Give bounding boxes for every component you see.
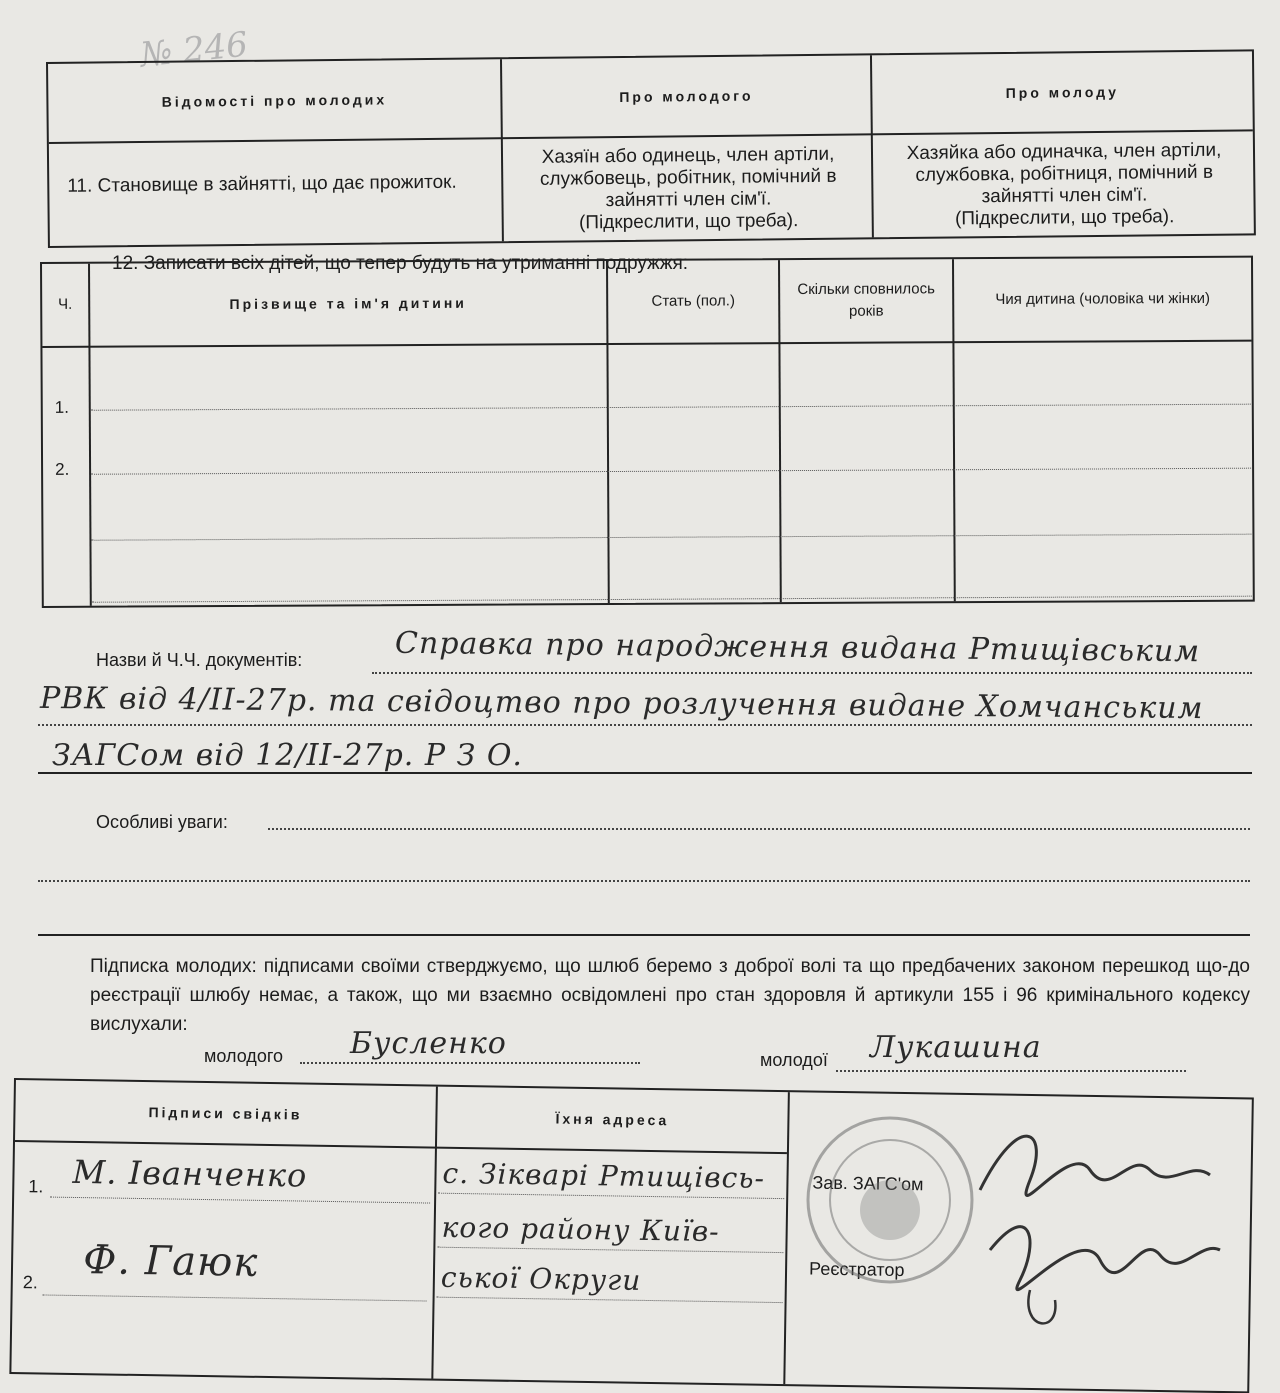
witness-1-number: 1. (28, 1176, 44, 1197)
row-number-1: 1. (54, 397, 69, 417)
official-signatures (960, 1100, 1230, 1340)
documents-line-1: Справка про народження видана Ртищівським (394, 625, 1201, 670)
pencil-number: № 246 (138, 24, 250, 76)
header-child-name: Прізвище та ім'я дитини (229, 294, 467, 313)
row11-bride-note: (Підкреслити, що треба). (954, 206, 1175, 230)
witness-address-line-2: кого району Київ- (441, 1210, 720, 1249)
row11-label: 11. Становище в зайнятті, що дає прожиток. (67, 171, 457, 197)
row11-groom-text: Хазяїн або одинець, член артіли, службовець, робітник, помічний в зайнятті член сім'ї. (539, 143, 837, 212)
header-whose-child: Чия дитина (чоловіка чи жінки) (995, 289, 1211, 308)
bride-signature-rule (836, 1070, 1186, 1072)
remarks-label: Особливі уваги: (96, 812, 228, 832)
header-witness-address: Їхня адреса (555, 1110, 670, 1129)
row-line (92, 596, 1252, 603)
row11-groom (519, 144, 858, 236)
header-groom-column: Про молодого (619, 87, 754, 105)
documents-rule-3 (38, 772, 1252, 774)
zags-head-label: Зав. ЗАГС'ом (812, 1172, 924, 1195)
remarks-rule-1 (268, 828, 1250, 830)
row-line (91, 534, 1251, 541)
groom-signature-rule (300, 1062, 640, 1064)
header-witness-signatures: Підписи свідків (148, 1104, 303, 1123)
row11-groom-note: (Підкреслити, що треба). (578, 210, 799, 234)
witness-address-line-3: ської Округи (440, 1260, 642, 1297)
documents-line-3: ЗАГСом від 12/II-27р. Р З О. (52, 738, 523, 773)
documents-label: Назви й Ч.Ч. документів: (96, 650, 303, 670)
official-stamp (800, 1110, 980, 1290)
row-line (91, 404, 1251, 411)
remarks-rule-3 (38, 934, 1250, 936)
header-age: Скільки сповнилось років (797, 280, 935, 320)
registrar-label: Реєстратор (808, 1258, 905, 1281)
declaration-text: Підписка молодих: підписами своїми стверджуємо, що шлюб беремо з доброї волі та що предбачених законом перешкод що-до реєстрації шлюбу немає, а також, що ми взаємно освідомлені про стан здоровля й артикули 155 і 96 кримінального кодексу вислухали: (90, 956, 1250, 1035)
address-rule (437, 1247, 783, 1253)
witness-1-signature: М. Іванченко (72, 1152, 308, 1195)
documents-rule-2 (38, 724, 1252, 726)
header-info-column: Відомості про молодих (161, 91, 388, 110)
witness-2-number: 2. (22, 1272, 38, 1293)
bride-signature: Лукашина (870, 1030, 1042, 1065)
groom-signature: Бусленко (350, 1026, 507, 1061)
remarks-rule-2 (38, 880, 1250, 882)
bride-signature-label: молодої (760, 1050, 828, 1070)
row11-bride-text: Хазяйка або одиначка, член артіли, службовка, робітниця, помічний в зайнятті член сім'ї. (906, 139, 1222, 208)
documents-rule-1 (372, 672, 1252, 674)
documents-line-2: РВК від 4/II-27р. та свідоцтво про розлучення видане Хомчанським (39, 680, 1204, 727)
row-number-2: 2. (55, 459, 70, 479)
row11-bride (889, 140, 1240, 232)
marital-info-table (46, 49, 1256, 248)
witness-2-rule (43, 1294, 427, 1301)
witness-1-rule (50, 1197, 430, 1204)
header-sex: Стать (пол.) (651, 292, 735, 310)
witness-address-line-1: с. Зікварі Ртищівсь- (442, 1156, 766, 1195)
header-number: Ч. (58, 295, 73, 313)
header-bride-column: Про молоду (1005, 83, 1120, 101)
row-line (91, 468, 1251, 475)
children-table (40, 256, 1255, 608)
witness-2-signature: Ф. Гаюк (82, 1237, 259, 1286)
children-title: 12. Записати всіх дітей, що тепер будуть на утриманні подружжя: (112, 253, 689, 274)
address-rule (437, 1297, 783, 1303)
groom-signature-label: молодого (204, 1046, 284, 1066)
